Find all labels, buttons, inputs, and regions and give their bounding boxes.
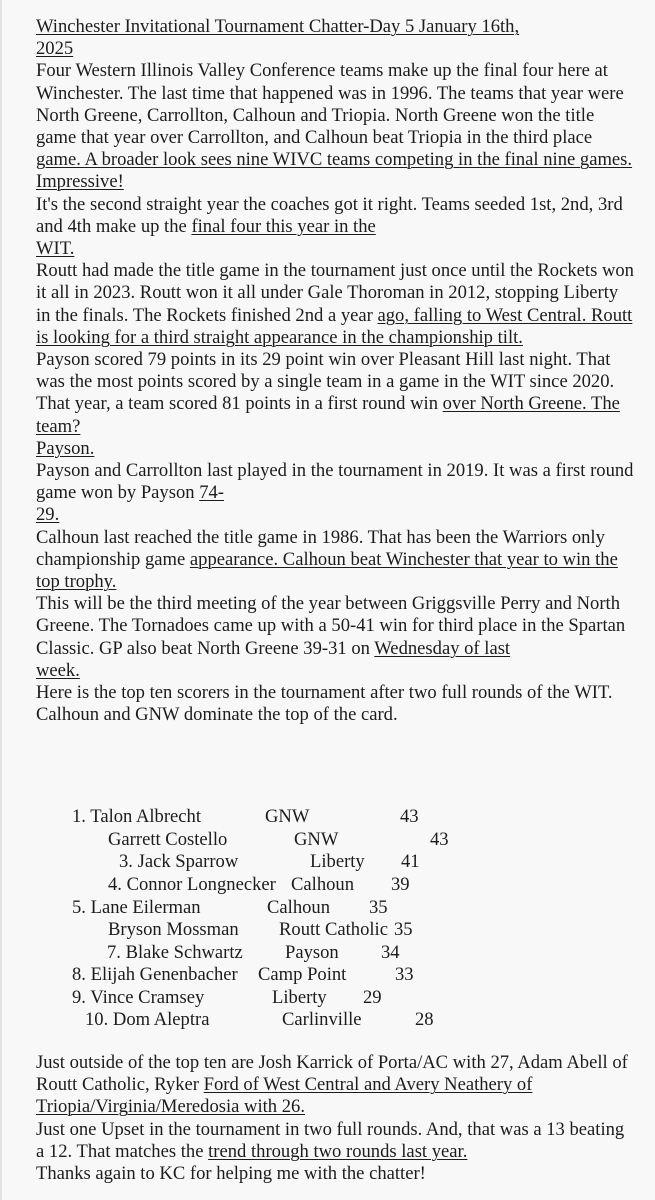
underlined-text: over North Greene. The team? [36,393,620,437]
underlined-text: appearance. Calhoun beat Winchester that year to win the top trophy. [36,548,618,593]
scorer-team: Calhoun [267,897,331,918]
underlined-text: Payson. [36,437,95,459]
scorer-team: Liberty [310,851,365,872]
scorer-team: Routt Catholic [279,919,388,940]
scorer-points: 35 [369,897,388,918]
paragraph-thanks: Thanks again to KC for helping me with the chatter! [36,1163,426,1185]
paragraph-text: Calhoun last reached the title game in 1986. That has been the Warriors only championship game [36,526,605,570]
underlined-text: 74- [199,482,224,504]
scorer-name: 8. Elijah Genenbacher [72,964,238,985]
paragraph-text: This will be the third meeting of the year between Griggsville Perry and North Greene. The Tornadoes came up with a 50-41 win for third place in the Spartan Classic. GP also beat North Greene 39-31 on [36,593,626,659]
paragraph-text: Four Western Illinois Valley Conference teams make up the final four here at Winchester. The last time that happened was in 1996. The teams that year were North Greene, Carrollton, Calhoun and Triopia. North Greene won the title game that year over Carrollton, and Calhoun beat Triopia in the third place [36,60,624,149]
top-scorers-list [2,0,655,1200]
scorer-name: 3. Jack Sparrow [119,851,239,872]
scorer-team: Liberty [272,987,327,1008]
scorer-name: 5. Lane Eilerman [72,897,201,918]
title-line-1: Winchester Invitational Tournament Chatter-Day 5 January 16th, [36,16,520,37]
underlined-text: game. A broader look sees nine WIVC teams competing in the final nine games. Impressive! [36,149,633,193]
paragraph-text: It's the second straight year the coaches got it right. Teams seeded 1st, 2nd, 3rd and 4th make up the [36,193,623,237]
scorer-name: 7. Blake Schwartz [107,942,243,963]
scorer-team: Calhoun [291,874,355,895]
paragraph-text: Just outside of the top ten are Josh Karrick of Porta/AC with 27, Adam Abell of Routt Catholic, Ryker [36,1052,628,1096]
underlined-text: ago, falling to West Central. Routt is looking for a third straight appearance in the championship tilt. [36,304,633,348]
scorer-name: Garrett Costello [108,829,228,850]
paragraph-top-scorers-intro: Here is the top ten scorers in the tournament after two full rounds of the WIT. Calhoun and GNW dominate the top of the card. [36,682,613,726]
scorer-points: 39 [391,874,410,895]
scorer-name: 4. Connor Longnecker [108,874,276,895]
chatter-article-closing [36,1052,636,1185]
scorer-name: Bryson Mossman [108,919,239,940]
scorer-team: GNW [294,829,339,850]
paragraph-text: Payson and Carrollton last played in the tournament in 2019. It was a first round game won by Payson [36,460,634,504]
underlined-text: week. [36,659,80,681]
scorer-name: 9. Vince Cramsey [72,987,205,1008]
scorer-name: 1. Talon Albrecht [72,806,202,827]
scorer-points: 29 [363,987,382,1008]
scorer-team: Payson [285,942,339,963]
underlined-text: WIT. [36,238,75,260]
scorer-team: Carlinville [282,1009,362,1030]
scorer-points: 35 [394,919,413,940]
underlined-text: Ford of West Central and Avery Neathery of Triopia/Virginia/Meredosia with 26. [36,1074,533,1118]
paragraph-text: Routt had made the title game in the tournament just once until the Rockets won it all in 2023. Routt won it all under Gale Thoroman in 2012, stopping Liberty in the finals. The Rockets finished 2nd a year [36,260,634,326]
scorer-points: 33 [395,964,414,985]
underlined-text: 29. [36,504,60,526]
paragraph-text: Payson scored 79 points in its 29 point win over Pleasant Hill last night. That was the most points scored by a single team in a game in the WIT since 2020. That year, a team scored 81 points in a first round win [36,349,615,415]
title-line-2: 2025 [36,38,74,60]
underlined-text: trend through two rounds last year. [208,1140,468,1162]
scorer-points: 34 [381,942,400,963]
scorer-points: 28 [415,1009,434,1030]
scorer-name: 10. Dom Aleptra [85,1009,210,1030]
paragraph-text: Just one Upset in the tournament in two full rounds. And, that was a 13 beating a 12. That matches the [36,1118,625,1162]
scorer-points: 43 [430,829,449,850]
paragraph-upset [36,1119,636,1163]
scorer-team: Camp Point [258,964,347,985]
underlined-text: Wednesday of last [374,637,511,659]
scorer-points: 43 [400,806,419,827]
scorer-points: 41 [401,851,420,872]
underlined-text: final four this year in the [191,215,376,237]
scorer-team: GNW [265,806,310,827]
paragraph-outside-top-ten [36,1052,636,1119]
